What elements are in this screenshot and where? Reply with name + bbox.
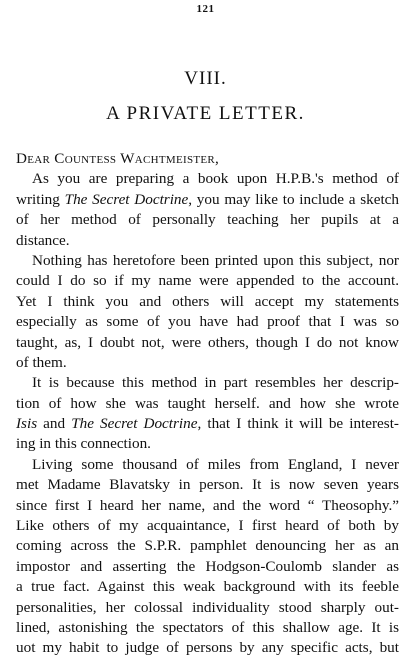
text-line: Nothing has heretofore been printed upon this subject, nor	[32, 251, 399, 269]
chapter-title: A PRIVATE LETTER.	[106, 103, 305, 124]
text-line: writing The Secret Doctrine, you may like to include a sketch	[16, 190, 400, 208]
text-line: taught, as, I doubt not, were others, though I do not know	[16, 333, 399, 351]
text-line: a true fact. Against this weak background with its feeble	[16, 578, 399, 596]
text-line: It is because this method in part resembles her descrip-	[32, 374, 399, 392]
text-line: Like others of my acquaintance, I first heard of both by	[16, 517, 399, 535]
text-line: ing in this connection.	[16, 435, 151, 453]
text-line: of her method of personally teaching her pupils at a	[16, 211, 399, 229]
text-line: tion of how she was taught herself. and how she wrote	[16, 394, 399, 412]
text-line: Yet I think you and others will accept my statements	[16, 292, 399, 310]
salutation: Dear Countess Wachtmeister,	[16, 150, 220, 167]
letter-body	[16, 149, 399, 659]
text-line: especially as some of you have had proof that I was so	[16, 313, 399, 331]
text-line: As you are preparing a book upon H.P.B.'s method of	[32, 170, 399, 188]
text-line: impostor and asserting the Hodgson-Coulomb slander as	[16, 557, 399, 575]
page-number: 121	[196, 3, 215, 15]
text-line: Isis and The Secret Doctrine, that I think it will be interest-	[16, 415, 399, 433]
text-line: lined, astonishing the spectators of this shallow age. It is	[16, 618, 399, 636]
text-line: met Madame Blavatsky in person. It is now seven years	[16, 476, 399, 494]
text-line: coming across the S.P.R. pamphlet denouncing her as an	[16, 537, 399, 555]
text-line: since first I heard her name, and the word “ Theosophy.”	[16, 496, 399, 514]
text-line: Living some thousand of miles from England, I never	[32, 455, 399, 473]
text-line: personalities, her colossal individuality stood sharply out-	[16, 598, 399, 616]
text-line: of them.	[16, 353, 67, 371]
text-line: uot my habit to judge of persons by any specific acts, but	[16, 639, 399, 657]
letter-lines	[16, 169, 399, 658]
text-line: could I do so if my name were appended to the account.	[16, 272, 399, 290]
chapter-number: VIII.	[184, 68, 227, 89]
text-line: distance.	[16, 231, 70, 249]
